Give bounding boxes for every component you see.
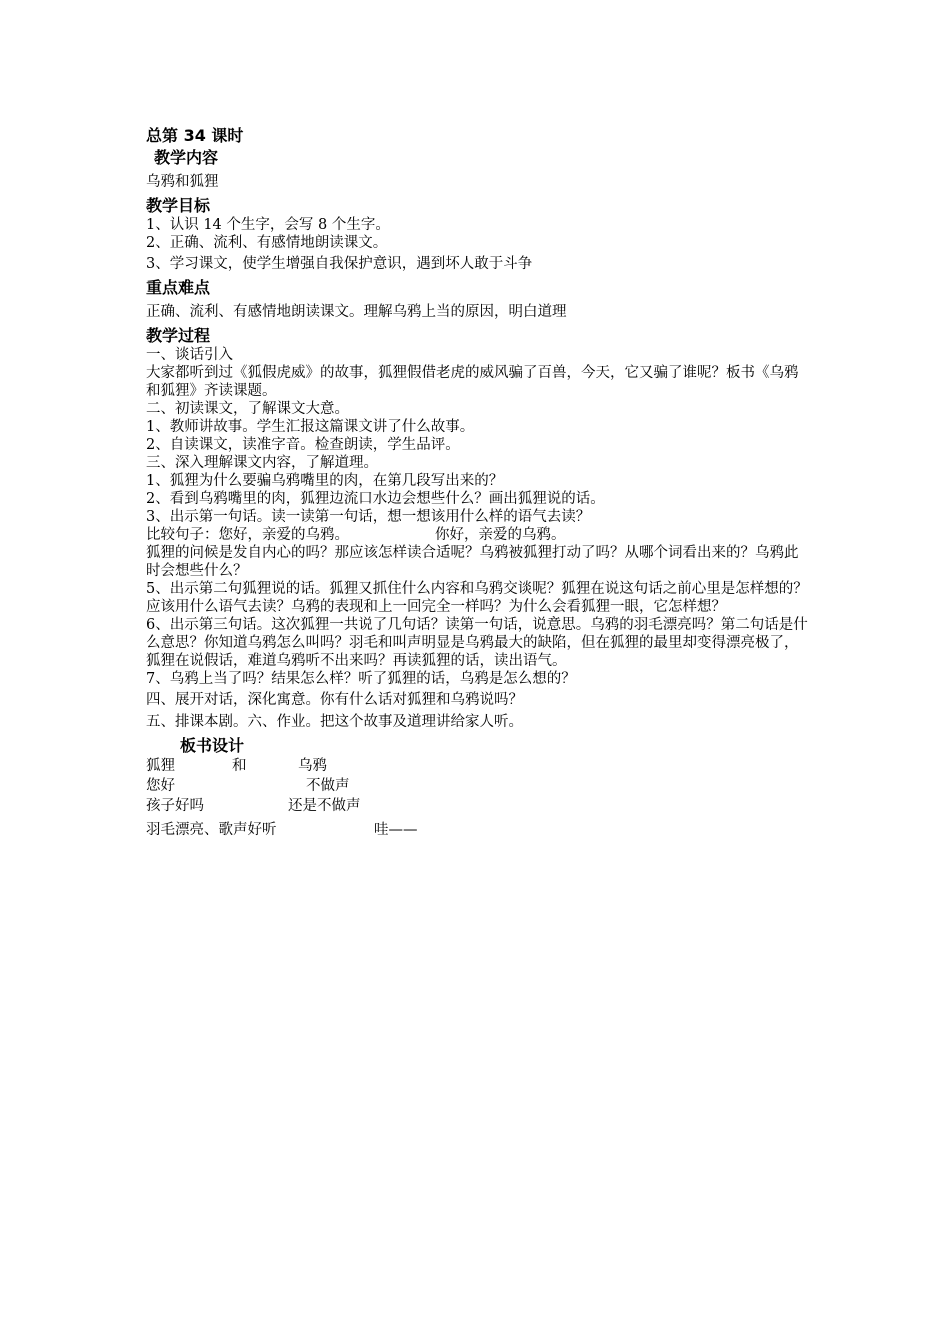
board-cell: 狐狸: [146, 758, 175, 774]
board-row: [146, 776, 810, 796]
goal-item: 2、正确、流利、有感情地朗读课文。: [146, 235, 388, 251]
process-paragraph: 5、出示第二句狐狸说的话。狐狸又抓住什么内容和乌鸦交谈呢？狐狸在说这句话之前心里是怎样想的？应该用什么语气去读？乌鸦的表现和上一回完全一样吗？为什么会看狐狸一眼，它怎样想？: [146, 581, 808, 615]
process-paragraph: 大家都听到过《狐假虎威》的故事，狐狸假借老虎的威风骗了百兽，今天，它又骗了谁呢？板书《乌鸦和狐狸》齐读课题。: [146, 365, 799, 399]
process-line: 7、乌鸦上当了吗？结果怎么样？听了狐狸的话，乌鸦是怎么想的？: [146, 671, 576, 687]
board-cell: 还是不做声: [288, 798, 361, 814]
board-cell: 乌鸦: [298, 758, 327, 774]
process-line: 一、谈话引入: [146, 347, 233, 363]
compare-sentences: [146, 526, 810, 544]
content-text: 乌鸦和狐狸: [146, 174, 219, 190]
goal-item: 1、认识 14 个生字，会写 8 个生字。: [146, 217, 390, 233]
process-line: 四、展开对话，深化寓意。你有什么话对狐狸和乌鸦说吗？: [146, 692, 523, 708]
document-page: [146, 126, 810, 840]
process-line: 2、自读课文，读准字音。检查朗读，学生品评。: [146, 437, 460, 453]
board-row: [146, 756, 810, 776]
process-paragraph: 6、出示第三句话。这次狐狸一共说了几句话？读第一句话，说意思。乌鸦的羽毛漂亮吗？第二句话是什么意思？你知道乌鸦怎么叫吗？羽毛和叫声明显是乌鸦最大的缺陷，但在狐狸的最里却变得漂亮极了，狐狸在说假话，难道乌鸦听不出来吗？再读狐狸的话，读出语气。: [146, 617, 808, 669]
board-cell: 不做声: [306, 778, 350, 794]
heading-teaching-content: 教学内容: [154, 148, 219, 167]
heading-key-points: 重点难点: [146, 278, 211, 297]
compare-sentence-b: 你好，亲爱的乌鸦。: [435, 527, 566, 543]
goal-item: 3、学习课文，使学生增强自我保护意识，遇到坏人敢于斗争: [146, 256, 533, 272]
process-line: 二、初读课文，了解课文大意。: [146, 401, 349, 417]
board-cell: 羽毛漂亮、歌声好听: [146, 822, 277, 838]
process-line: 1、教师讲故事。学生汇报这篇课文讲了什么故事。: [146, 419, 475, 435]
board-cell: 您好: [146, 778, 175, 794]
process-line: 五、排课本剧。六、作业。把这个故事及道理讲给家人听。: [146, 714, 523, 730]
process-line: 2、看到乌鸦嘴里的肉，狐狸边流口水边会想些什么？画出狐狸说的话。: [146, 491, 605, 507]
process-line: 3、出示第一句话。读一读第一句话，想一想该用什么样的语气去读？: [146, 509, 591, 525]
board-row: [146, 796, 810, 816]
lesson-number: 总第 34 课时: [146, 126, 244, 145]
process-line: 1、狐狸为什么要骗乌鸦嘴里的肉，在第几段写出来的？: [146, 473, 504, 489]
heading-teaching-goals: 教学目标: [146, 196, 211, 215]
board-row: [146, 820, 810, 840]
board-cell: 孩子好吗: [146, 798, 204, 814]
heading-teaching-process: 教学过程: [146, 326, 211, 345]
board-cell: 哇——: [374, 822, 418, 838]
process-paragraph: 狐狸的问候是发自内心的吗？那应该怎样读合适呢？乌鸦被狐狸打动了吗？从哪个词看出来的？乌鸦此时会想些什么？: [146, 545, 799, 579]
compare-sentence-a: 比较句子：您好，亲爱的乌鸦。: [146, 527, 349, 543]
process-line: 三、深入理解课文内容，了解道理。: [146, 455, 378, 471]
board-cell: 和: [232, 758, 247, 774]
key-points-text: 正确、流利、有感情地朗读课文。理解乌鸦上当的原因，明白道理: [146, 304, 567, 320]
heading-board-design: 板书设计: [180, 736, 245, 755]
